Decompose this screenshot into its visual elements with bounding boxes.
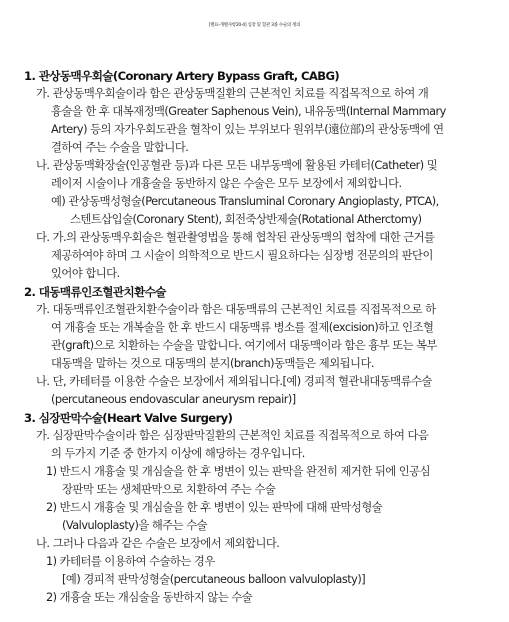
s1-da-line-2: 제공하여야 하며 그 시술이 의학적으로 반드시 필요하다는 심장병 전문의의 판단이 bbox=[51, 249, 433, 262]
s3-ga-line-1: 가. 심장판막수술이라 함은 심장판막질환의 근본적인 치료를 직접목적으로 하여 다음 bbox=[36, 429, 429, 442]
s3-ga-line-2: 의 두가지 기준 중 한가지 이상에 해당하는 경우입니다. bbox=[51, 447, 305, 460]
s3-ga-item-2-line-2: (Valvuloplasty)을 해주는 수술 bbox=[62, 519, 208, 532]
s1-example-line-2: 스텐트삽입술(Coronary Stent), 회전죽상반제술(Rotational Atherctomy) bbox=[70, 213, 422, 226]
document-title: [별표-개별사항20-4] 심장 및 혈관 3종 수술의 정의 bbox=[208, 23, 301, 28]
s3-ga-item-1-line-1: 1) 반드시 개흉술 및 개심술을 한 후 병변이 있는 판막을 완전히 제거한 뒤에 인공심 bbox=[46, 465, 430, 478]
s2-ga-line-4: 대동맥을 말하는 것으로 대동맥의 분지(branch)동맥들은 제외됩니다. bbox=[51, 357, 374, 370]
s2-ga-line-3: 관(graft)으로 치환하는 수술을 말합니다. 여기에서 대동맥이라 함은 흉부 또는 복부 bbox=[51, 339, 437, 352]
s1-example-line-1: 예) 관상동맥성형술(Percutaneous Transluminal Coronary Angioplasty, PTCA), bbox=[51, 195, 439, 208]
s3-ga-item-1-line-2: 장판막 또는 생체판막으로 치환하여 주는 수술 bbox=[62, 483, 276, 496]
s3-na-item-2: 2) 개흉술 또는 개심술을 동반하지 않는 수술 bbox=[46, 591, 253, 604]
s2-ga-line-2: 여 개흉술 또는 개복술을 한 후 반드시 대동맥류 병소를 절제(excision)하고 인조혈 bbox=[51, 321, 434, 334]
s2-na-line-2: (percutaneous endovascular aneurysm repair)] bbox=[51, 393, 296, 406]
section-2-heading: 2. 대동맥류인조혈관치환수술 bbox=[24, 285, 166, 299]
s1-ga-line-1: 가. 관상동맥우회술이라 함은 관상동맥질환의 근본적인 치료를 직접목적으로 하여 개 bbox=[36, 87, 429, 100]
s2-na-line-1: 나. 단, 카테터를 이용한 수술은 보장에서 제외됩니다.[예) 경피적 혈관내대동맥류수술 bbox=[36, 375, 432, 388]
s3-na-item-1: 1) 카테터를 이용하여 수술하는 경우 bbox=[46, 555, 215, 568]
s3-na-line: 나. 그러나 다음과 같은 수술은 보장에서 제외합니다. bbox=[36, 537, 280, 550]
s1-na-line-1: 나. 관상동맥확장술(인공혈관 등)과 다른 모든 내부동맥에 활용된 카테터(Catheter) 및 bbox=[36, 159, 438, 172]
s1-da-line-1: 다. 가.의 관상동맥우회술은 혈관촬영법을 통해 협착된 관상동맥의 협착에 대한 근거를 bbox=[36, 231, 435, 244]
s1-na-line-2: 레이저 시술이나 개흉술을 동반하지 않은 수술은 모두 보장에서 제외합니다. bbox=[51, 177, 402, 190]
s3-ga-item-2-line-1: 2) 반드시 개흉술 및 개심술을 한 후 병변이 있는 판막에 대해 판막성형술 bbox=[46, 501, 383, 514]
s2-ga-line-1: 가. 대동맥류인조혈관치환수술이라 함은 대동맥류의 근본적인 치료를 직접목적으로 하 bbox=[36, 303, 436, 316]
s1-da-line-3: 있어야 합니다. bbox=[51, 267, 120, 280]
s1-ga-line-2: 흉술을 한 후 대복재정맥(Greater Saphenous Vein), 내유동맥(Internal Mammary bbox=[51, 105, 446, 118]
section-1-heading: 1. 관상동맥우회술(Coronary Artery Bypass Graft, CABG) bbox=[24, 69, 340, 83]
section-3-heading: 3. 심장판막수술(Heart Valve Surgery) bbox=[24, 411, 233, 425]
s1-ga-line-4: 결하여 주는 수술을 말합니다. bbox=[51, 141, 189, 154]
s1-ga-line-3: Artery) 등의 자가우회도관을 혈착이 있는 부위보다 원위부(遠位部)의 관상동맥에 연 bbox=[51, 123, 444, 136]
s3-na-item-1-example: [예) 경피적 판막성형술(percutaneous balloon valvuloplasty)] bbox=[62, 573, 366, 586]
